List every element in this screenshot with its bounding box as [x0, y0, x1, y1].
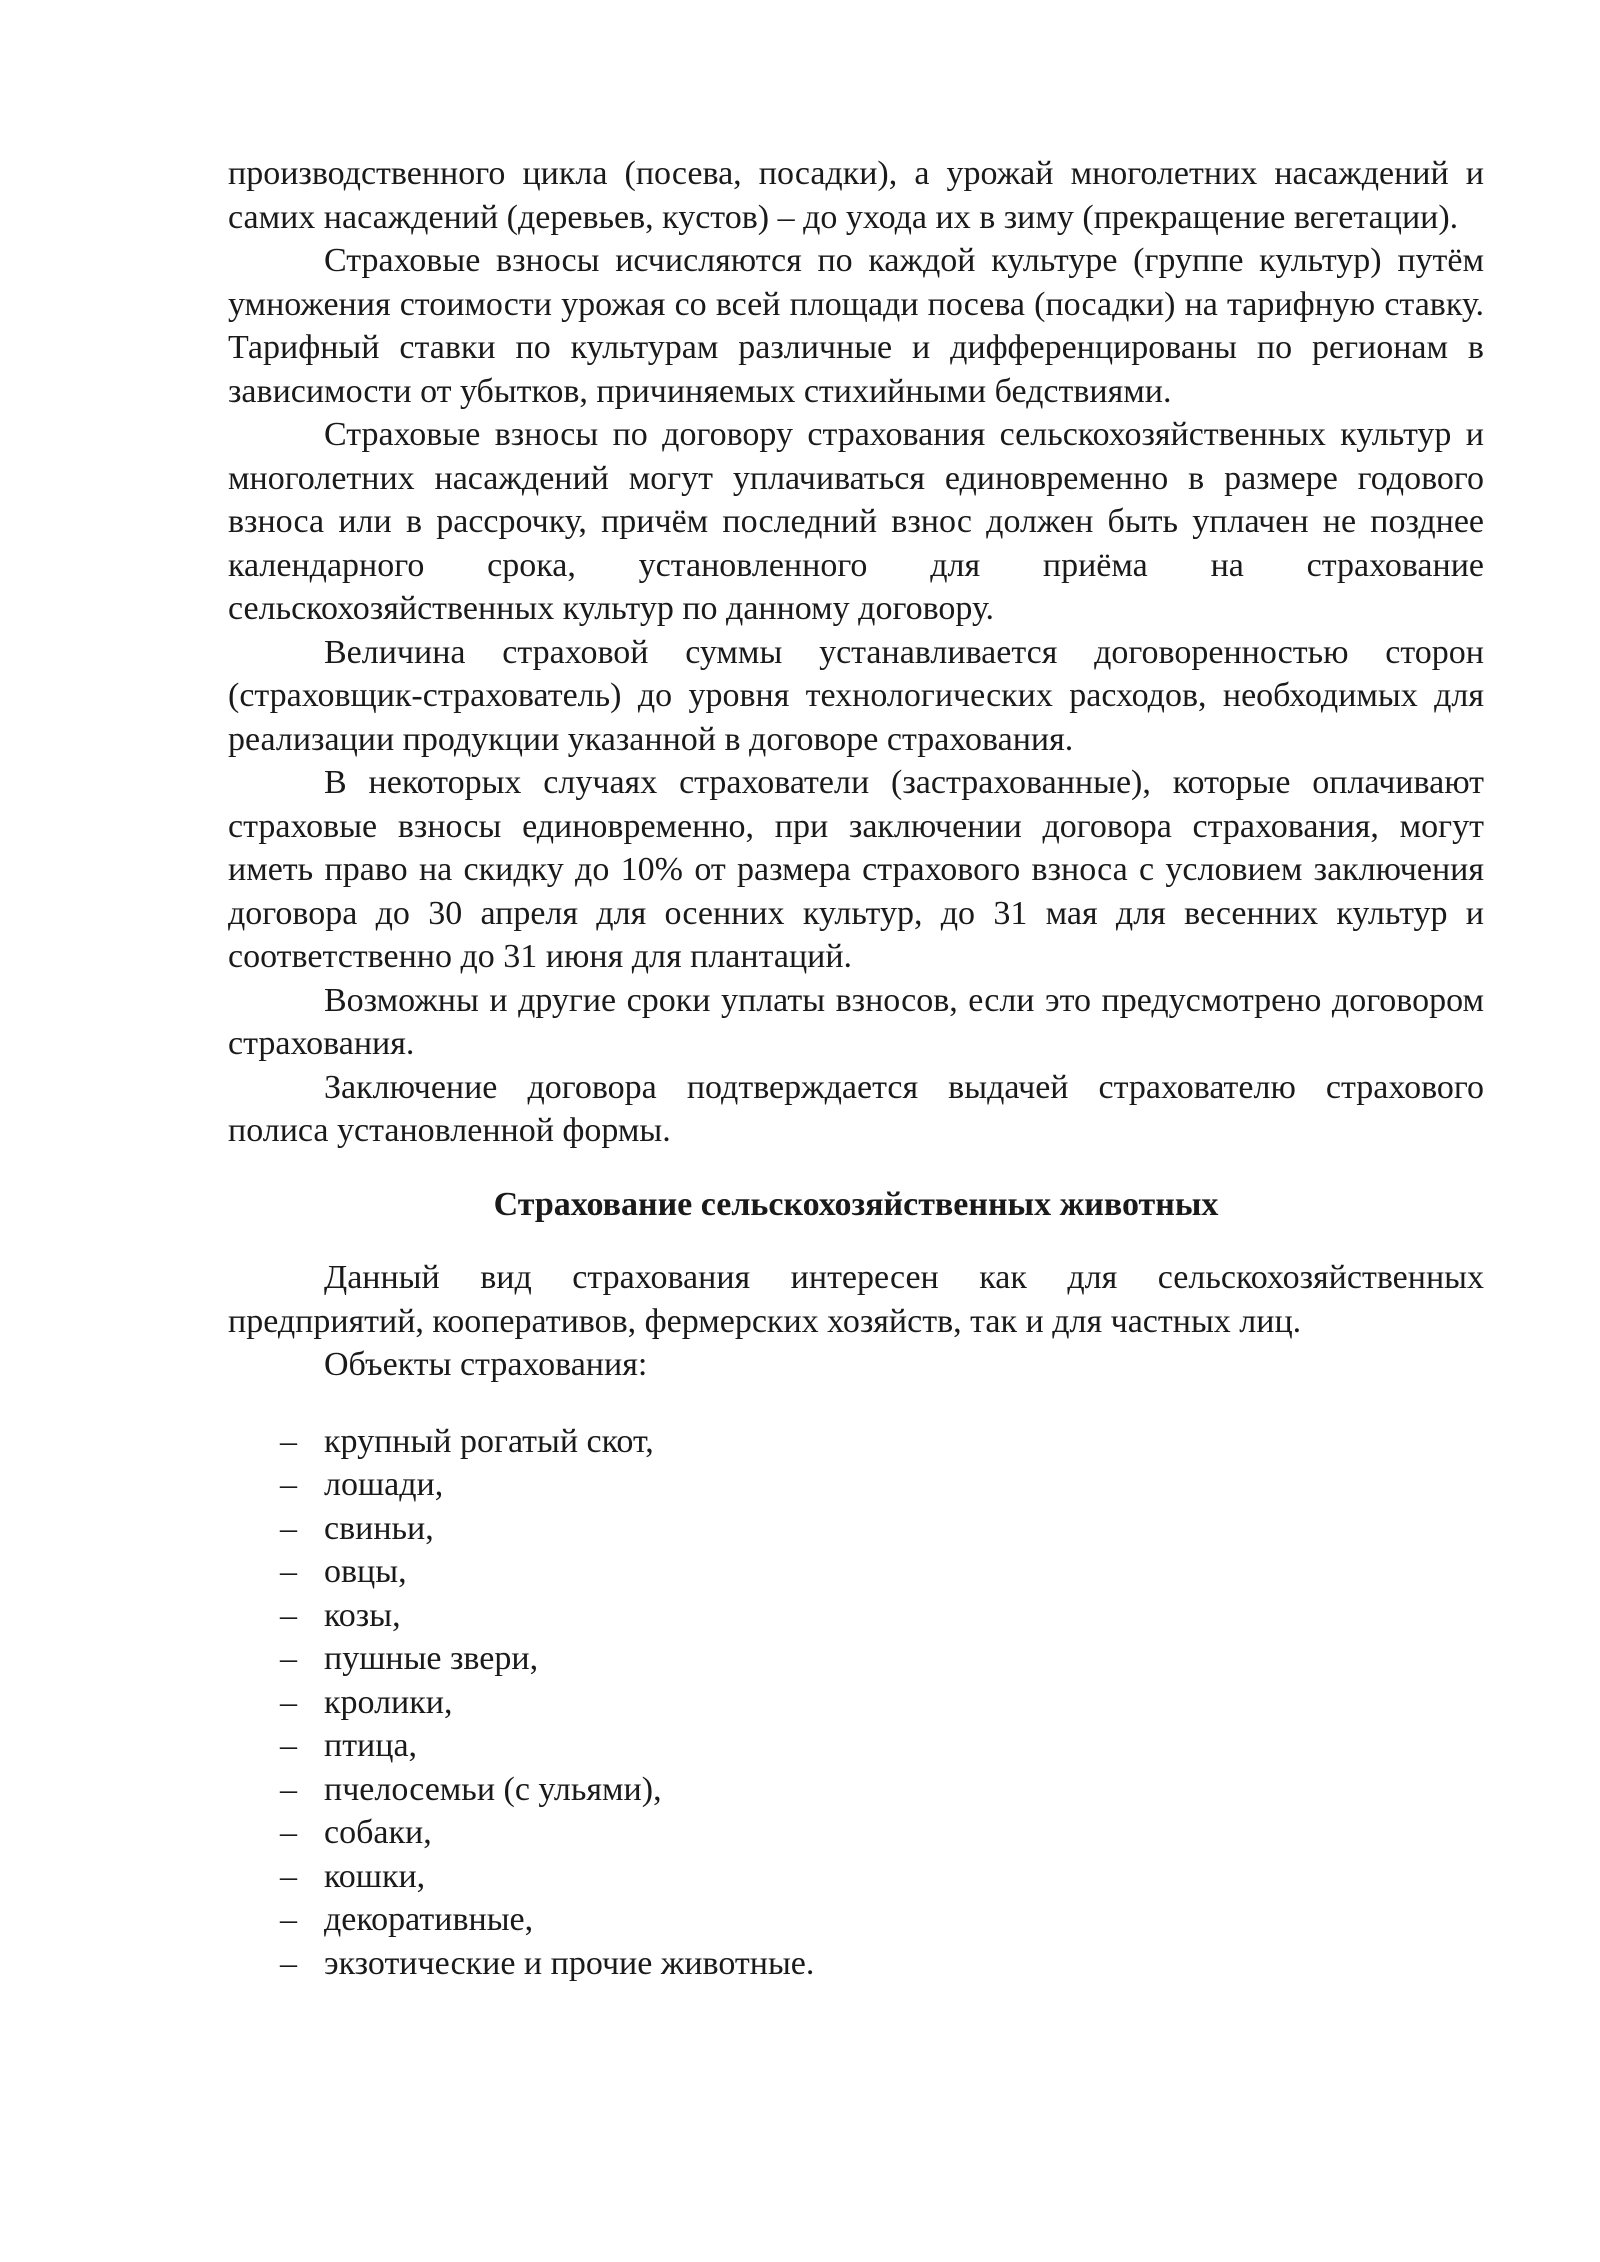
list-item	[228, 1768, 1484, 1812]
list-item	[228, 1811, 1484, 1855]
list-item-text: овцы,	[324, 1553, 407, 1590]
list-dash: –	[280, 1814, 297, 1851]
list-dash: –	[280, 1422, 297, 1460]
paragraph-policy: Заключение договора подтверждается выдачей страхователю страхового полиса установленной формы.	[228, 1068, 1484, 1149]
list-dash: –	[280, 1640, 297, 1677]
paragraph-discount: В некоторых случаях страхователи (застрахованные), которые оплачивают страховые взносы единовременно, при заключении договора страхования, могут иметь право на скидку до 10% от размера страхового взноса с условием заключения договора до 30 апреля для осенних культур, до 31 мая для весенних культур и соответственно до 31 июня для плантаций.	[228, 764, 1484, 975]
list-dash: –	[280, 1857, 297, 1895]
list-dash: –	[280, 1901, 297, 1938]
list-item-text: кошки,	[324, 1857, 426, 1895]
paragraph-other-terms: Возможны и другие сроки уплаты взносов, если это предусмотрено договором страхования.	[228, 981, 1484, 1062]
list-item-text: козы,	[324, 1596, 401, 1634]
list-item-text: птица,	[324, 1727, 418, 1764]
paragraph-objects-lead: Объекты страхования:	[324, 1346, 648, 1383]
list-item	[228, 1942, 1484, 1986]
list-item-text: собаки,	[324, 1814, 432, 1851]
page-content	[228, 152, 1484, 1985]
list-dash: –	[280, 1770, 297, 1808]
objects-list	[228, 1420, 1484, 1986]
list-item	[228, 1637, 1484, 1681]
list-item-text: пчелосемьи (с ульями),	[324, 1770, 662, 1808]
list-item-text: экзотические и прочие животные.	[324, 1944, 815, 1982]
paragraph-premium-calculation: Страховые взносы исчисляются по каждой культуре (группе культур) путём умножения стоимости урожая со всей площади посева (посадки) на тарифную ставку. Тарифный ставки по культурам различные и дифференцированы по регионам в зависимости от убытков, причиняемых стихийными бедствиями.	[228, 242, 1484, 410]
paragraph-sum-insured: Величина страховой суммы устанавливается договоренностью сторон (страховщик-страхователь) до уровня технологических расходов, необходимых для реализации продукции указанной в договоре страхования.	[228, 633, 1484, 758]
list-item-text: пушные звери,	[324, 1640, 539, 1677]
list-item	[228, 1855, 1484, 1899]
list-dash: –	[280, 1509, 297, 1547]
list-item-text: кролики,	[324, 1683, 453, 1721]
section-heading: Страхование сельскохозяйственных животных	[493, 1185, 1219, 1223]
list-item	[228, 1507, 1484, 1551]
list-item-text: свиньи,	[324, 1509, 434, 1547]
list-item	[228, 1420, 1484, 1464]
list-item	[228, 1594, 1484, 1638]
list-item-text: декоративные,	[324, 1901, 534, 1938]
list-dash: –	[280, 1944, 297, 1982]
paragraph-continuation: производственного цикла (посева, посадки), а урожай многолетних насаждений и самих насаждений (деревьев, кустов) – до ухода их в зиму (прекращение вегетации).	[228, 155, 1484, 236]
paragraph-premium-payment: Страховые взносы по договору страхования сельскохозяйственных культур и многолетних насаждений могут уплачиваться единовременно в размере годового взноса или в рассрочку, причём последний взнос должен быть уплачен не позднее календарного срока, установленного для приёма на страхование сельскохозяйственных культур по данному договору.	[228, 416, 1484, 627]
paragraph-section-intro: Данный вид страхования интересен как для сельскохозяйственных предприятий, кооперативов, фермерских хозяйств, так и для частных лиц.	[228, 1259, 1484, 1340]
list-item	[228, 1681, 1484, 1725]
list-dash: –	[280, 1466, 297, 1503]
list-dash: –	[280, 1683, 297, 1721]
list-dash: –	[280, 1727, 297, 1764]
list-dash: –	[280, 1553, 297, 1590]
list-dash: –	[280, 1596, 297, 1634]
list-item	[228, 1898, 1484, 1942]
list-item	[228, 1550, 1484, 1594]
list-item-text: крупный рогатый скот,	[324, 1422, 654, 1460]
list-item	[228, 1463, 1484, 1507]
list-item-text: лошади,	[324, 1466, 444, 1503]
list-item	[228, 1724, 1484, 1768]
